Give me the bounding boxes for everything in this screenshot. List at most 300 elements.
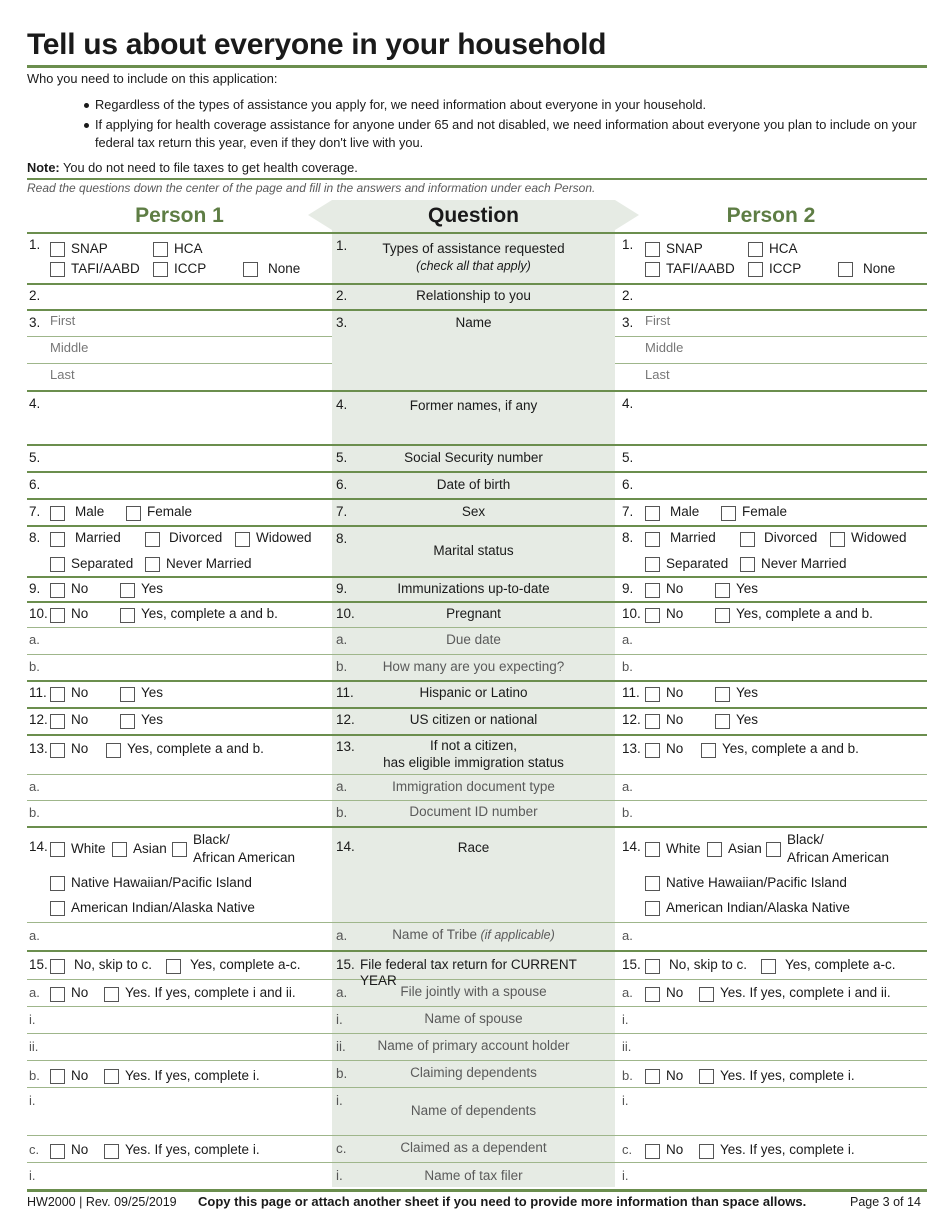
p1-widowed-checkbox[interactable] bbox=[235, 532, 250, 547]
p2-q13-yes-checkbox[interactable] bbox=[701, 743, 716, 758]
p1-q13a-number: a. bbox=[29, 779, 40, 794]
footer-form-id: HW2000 | Rev. 09/25/2019 bbox=[27, 1195, 177, 1209]
p1-aian-label: American Indian/Alaska Native bbox=[71, 900, 255, 915]
p1-q14-number: 14. bbox=[29, 839, 48, 854]
row-divider-light bbox=[27, 1162, 927, 1163]
p2-q15b-number: b. bbox=[622, 1068, 633, 1083]
p2-nhpi-checkbox[interactable] bbox=[645, 876, 660, 891]
p2-q12-no-checkbox[interactable] bbox=[645, 714, 660, 729]
row-divider-light bbox=[27, 922, 927, 923]
q13b-label: Document ID number bbox=[409, 804, 538, 819]
row-divider bbox=[27, 826, 927, 828]
row-divider bbox=[27, 950, 927, 952]
q1-sublabel: (check all that apply) bbox=[416, 259, 531, 273]
p2-black-label-line1: Black/ bbox=[787, 832, 824, 847]
p1-q15aii-number: ii. bbox=[29, 1039, 39, 1054]
instructions-divider bbox=[27, 178, 927, 180]
p2-q15-no-label: No, skip to c. bbox=[669, 957, 748, 972]
p2-tafi-label: TAFI/AABD bbox=[666, 261, 735, 276]
p2-asian-checkbox[interactable] bbox=[707, 842, 722, 857]
q1-label: Types of assistance requested bbox=[382, 241, 565, 256]
p1-q15b-yes-label: Yes. If yes, complete i. bbox=[125, 1068, 260, 1083]
p2-q15c-no-checkbox[interactable] bbox=[645, 1144, 660, 1159]
p2-q15a-no-checkbox[interactable] bbox=[645, 987, 660, 1002]
p1-q15c-number: c. bbox=[29, 1142, 40, 1157]
p1-q10-number: 10. bbox=[29, 606, 48, 621]
p1-black-label-line1: Black/ bbox=[193, 832, 230, 847]
row-divider-light bbox=[27, 774, 927, 775]
p1-q5-number: 5. bbox=[29, 450, 41, 465]
q11-number: 11. bbox=[336, 685, 354, 700]
read-instructions: Read the questions down the center of the page and fill in the answers and information under each Person. bbox=[27, 181, 596, 195]
p2-q13-no-checkbox[interactable] bbox=[645, 743, 660, 758]
note-label: Note: bbox=[27, 160, 60, 175]
p1-separated-checkbox[interactable] bbox=[50, 557, 65, 572]
row-divider bbox=[27, 390, 927, 392]
q13-label-line1: If not a citizen, bbox=[429, 738, 518, 753]
p1-q9-yes-checkbox[interactable] bbox=[120, 583, 135, 598]
q10b-number: b. bbox=[336, 659, 348, 674]
intro-bullet: If applying for health coverage assistance for anyone under 65 and not disabled, we need information about everyone you plan to include on your federal tax return this year, even if they don't live with you. bbox=[84, 116, 922, 152]
q15bi-label: Name of dependents bbox=[410, 1103, 537, 1118]
p1-q11-number: 11. bbox=[29, 685, 47, 700]
p1-q1-number: 1. bbox=[29, 237, 41, 252]
row-divider-light bbox=[27, 654, 927, 655]
p1-q13-no-label: No bbox=[71, 741, 89, 756]
p2-q15bi-number: i. bbox=[622, 1093, 629, 1108]
footer-instruction: Copy this page or attach another sheet if you need to provide more information than space allows. bbox=[198, 1194, 807, 1209]
p2-widowed-checkbox[interactable] bbox=[830, 532, 845, 547]
p1-last-name-field[interactable]: Last bbox=[50, 367, 75, 382]
q15ai-number: i. bbox=[336, 1012, 343, 1027]
p2-q15-no-checkbox[interactable] bbox=[645, 959, 660, 974]
q12-label: US citizen or national bbox=[409, 712, 538, 727]
p2-q11-number: 11. bbox=[622, 685, 640, 700]
q15-number: 15. bbox=[336, 957, 355, 972]
row-divider-light bbox=[615, 363, 927, 364]
p1-q9-number: 9. bbox=[29, 581, 41, 596]
q7-label: Sex bbox=[461, 504, 486, 519]
p2-aian-label: American Indian/Alaska Native bbox=[666, 900, 850, 915]
p1-q13-yes-label: Yes, complete a and b. bbox=[127, 741, 264, 756]
row-divider-light bbox=[27, 336, 332, 337]
q5-label: Social Security number bbox=[404, 450, 543, 465]
p2-q8-number: 8. bbox=[622, 530, 634, 545]
p1-separated-label: Separated bbox=[71, 556, 134, 571]
p1-none-label: None bbox=[268, 261, 301, 276]
p2-separated-checkbox[interactable] bbox=[645, 557, 660, 572]
p2-q11-yes-checkbox[interactable] bbox=[715, 687, 730, 702]
q9-number: 9. bbox=[336, 581, 348, 596]
p1-q15ci-number: i. bbox=[29, 1168, 36, 1183]
q10a-number: a. bbox=[336, 632, 348, 647]
p1-divorced-checkbox[interactable] bbox=[145, 532, 160, 547]
row-divider bbox=[27, 471, 927, 473]
p2-q7-number: 7. bbox=[622, 504, 634, 519]
page-title: Tell us about everyone in your household bbox=[27, 28, 607, 61]
row-divider-light bbox=[27, 1006, 927, 1007]
row-divider bbox=[27, 525, 927, 527]
p1-q9-no-label: No bbox=[71, 581, 89, 596]
p2-iccp-label: ICCP bbox=[769, 261, 802, 276]
p2-q12-yes-checkbox[interactable] bbox=[715, 714, 730, 729]
q13-number: 13. bbox=[336, 739, 355, 754]
p2-q15a-number: a. bbox=[622, 985, 633, 1000]
q15ai-label: Name of spouse bbox=[424, 1011, 523, 1026]
p2-q15c-yes-checkbox[interactable] bbox=[699, 1144, 714, 1159]
p2-white-checkbox[interactable] bbox=[645, 842, 660, 857]
p1-asian-label: Asian bbox=[133, 841, 167, 856]
p1-q15a-number: a. bbox=[29, 985, 40, 1000]
p1-q15a-yes-checkbox[interactable] bbox=[104, 987, 119, 1002]
q14a-number: a. bbox=[336, 928, 348, 943]
q15bi-number: i. bbox=[336, 1093, 343, 1108]
p2-q13-no-label: No bbox=[666, 741, 684, 756]
row-divider bbox=[27, 444, 927, 446]
q15c-number: c. bbox=[336, 1141, 347, 1156]
intro-lead: Who you need to include on this application: bbox=[27, 71, 278, 86]
q15a-label: File jointly with a spouse bbox=[400, 984, 547, 999]
p2-q15aii-number: ii. bbox=[622, 1039, 632, 1054]
q3-label: Name bbox=[455, 315, 492, 330]
q13a-label: Immigration document type bbox=[392, 779, 555, 794]
p2-q9-no-label: No bbox=[666, 581, 684, 596]
p1-never-married-checkbox[interactable] bbox=[145, 557, 160, 572]
p1-q8-number: 8. bbox=[29, 530, 41, 545]
p1-q15-number: 15. bbox=[29, 957, 48, 972]
q14-label: Race bbox=[457, 840, 490, 855]
q10-number: 10. bbox=[336, 606, 355, 621]
p1-q13-yes-checkbox[interactable] bbox=[106, 743, 121, 758]
p2-q11-yes-label: Yes bbox=[736, 685, 759, 700]
p2-divorced-checkbox[interactable] bbox=[740, 532, 755, 547]
p1-q10-yes-checkbox[interactable] bbox=[120, 608, 135, 623]
q14a-label bbox=[332, 927, 615, 943]
footer-divider bbox=[27, 1189, 927, 1192]
p1-former-names-field[interactable] bbox=[50, 393, 330, 442]
p1-black-label-line2: African American bbox=[193, 850, 296, 865]
p2-q15ci-number: i. bbox=[622, 1168, 629, 1183]
q2-number: 2. bbox=[336, 288, 348, 303]
row-divider bbox=[27, 576, 927, 578]
q10-label: Pregnant bbox=[446, 606, 501, 621]
p2-relationship-field[interactable] bbox=[644, 286, 924, 308]
p2-female-label: Female bbox=[742, 504, 788, 519]
intro-section bbox=[27, 68, 922, 177]
p2-q10-yes-label: Yes, complete a and b. bbox=[736, 606, 873, 621]
p2-never-married-label: Never Married bbox=[761, 556, 847, 571]
p2-iccp-checkbox[interactable] bbox=[748, 262, 763, 277]
p2-former-names-field[interactable] bbox=[644, 393, 924, 442]
p2-middle-name-field[interactable]: Middle bbox=[645, 340, 684, 355]
p2-black-checkbox[interactable] bbox=[766, 842, 781, 857]
q15c-label: Claimed as a dependent bbox=[400, 1140, 547, 1155]
q13b-number: b. bbox=[336, 805, 348, 820]
p1-dob-field[interactable] bbox=[50, 474, 330, 496]
p2-q12-number: 12. bbox=[622, 712, 641, 727]
row-divider bbox=[27, 283, 927, 285]
q11-label: Hispanic or Latino bbox=[419, 685, 528, 700]
p2-q15b-no-checkbox[interactable] bbox=[645, 1069, 660, 1084]
p2-q15-yes-checkbox[interactable] bbox=[761, 959, 776, 974]
p1-q15b-yes-checkbox[interactable] bbox=[104, 1069, 119, 1084]
p1-widowed-label: Widowed bbox=[256, 530, 312, 545]
p1-male-checkbox[interactable] bbox=[50, 506, 65, 521]
row-divider bbox=[27, 309, 927, 311]
q4-number: 4. bbox=[336, 397, 348, 412]
q9-label: Immunizations up-to-date bbox=[397, 581, 550, 596]
q14a-label-text: Name of Tribe bbox=[392, 927, 477, 942]
p1-q15b-no-checkbox[interactable] bbox=[50, 1069, 65, 1084]
p2-q4-number: 4. bbox=[622, 396, 634, 411]
p1-hca-checkbox[interactable] bbox=[153, 242, 168, 257]
p2-q12-yes-label: Yes bbox=[736, 712, 759, 727]
p1-divorced-label: Divorced bbox=[169, 530, 223, 545]
q15b-number: b. bbox=[336, 1066, 348, 1081]
p1-female-checkbox[interactable] bbox=[126, 506, 141, 521]
p2-male-checkbox[interactable] bbox=[645, 506, 660, 521]
p2-q13-yes-label: Yes, complete a and b. bbox=[722, 741, 859, 756]
p2-q6-number: 6. bbox=[622, 477, 634, 492]
p2-q11-no-checkbox[interactable] bbox=[645, 687, 660, 702]
p1-snap-label: SNAP bbox=[71, 241, 108, 256]
row-divider bbox=[27, 734, 927, 736]
p2-q15a-yes-checkbox[interactable] bbox=[699, 987, 714, 1002]
p1-q15a-no-label: No bbox=[71, 985, 89, 1000]
row-divider-light bbox=[27, 363, 332, 364]
p1-q15a-no-checkbox[interactable] bbox=[50, 987, 65, 1002]
p2-q15-yes-label: Yes, complete a-c. bbox=[785, 957, 896, 972]
q3-number: 3. bbox=[336, 315, 348, 330]
p2-last-name-field[interactable]: Last bbox=[645, 367, 670, 382]
p1-q15c-yes-checkbox[interactable] bbox=[104, 1144, 119, 1159]
p2-hca-checkbox[interactable] bbox=[748, 242, 763, 257]
q15a-number: a. bbox=[336, 985, 348, 1000]
p2-q9-yes-checkbox[interactable] bbox=[715, 583, 730, 598]
p1-q15c-no-label: No bbox=[71, 1142, 89, 1157]
row-divider bbox=[27, 232, 927, 234]
p1-aian-checkbox[interactable] bbox=[50, 901, 65, 916]
p1-q12-no-checkbox[interactable] bbox=[50, 714, 65, 729]
p1-hca-label: HCA bbox=[174, 241, 203, 256]
p2-snap-label: SNAP bbox=[666, 241, 703, 256]
p2-q13-number: 13. bbox=[622, 741, 641, 756]
p1-q15-yes-checkbox[interactable] bbox=[166, 959, 181, 974]
p1-q3-number: 3. bbox=[29, 315, 41, 330]
row-divider-light bbox=[27, 1087, 927, 1088]
p1-snap-checkbox[interactable] bbox=[50, 242, 65, 257]
p1-q15b-number: b. bbox=[29, 1068, 40, 1083]
q7-number: 7. bbox=[336, 504, 348, 519]
p2-q13b-number: b. bbox=[622, 805, 633, 820]
p2-q15c-yes-label: Yes. If yes, complete i. bbox=[720, 1142, 855, 1157]
p1-q10b-number: b. bbox=[29, 659, 40, 674]
p1-middle-name-field[interactable]: Middle bbox=[50, 340, 89, 355]
p2-q1-number: 1. bbox=[622, 237, 634, 252]
p2-q10a-number: a. bbox=[622, 632, 633, 647]
p1-q11-yes-label: Yes bbox=[141, 685, 164, 700]
p1-female-label: Female bbox=[147, 504, 193, 519]
footer-page-number: Page 3 of 14 bbox=[850, 1195, 921, 1209]
p2-male-label: Male bbox=[670, 504, 700, 519]
q15-label: File federal tax return for CURRENT YEAR bbox=[360, 957, 577, 988]
p1-q7-number: 7. bbox=[29, 504, 41, 519]
q2-label: Relationship to you bbox=[416, 288, 531, 303]
p1-relationship-field[interactable] bbox=[50, 286, 330, 308]
q15aii-number: ii. bbox=[336, 1039, 346, 1054]
p2-white-label: White bbox=[666, 841, 701, 856]
p2-q10-no-checkbox[interactable] bbox=[645, 608, 660, 623]
p1-q15c-no-checkbox[interactable] bbox=[50, 1144, 65, 1159]
row-divider-light bbox=[27, 800, 927, 801]
p2-q9-number: 9. bbox=[622, 581, 634, 596]
p2-q3-number: 3. bbox=[622, 315, 634, 330]
q13-label-line2: has eligible immigration status bbox=[383, 755, 564, 770]
p1-tafi-label: TAFI/AABD bbox=[71, 261, 140, 276]
p2-q9-no-checkbox[interactable] bbox=[645, 583, 660, 598]
person-2-header: Person 2 bbox=[726, 204, 816, 227]
p1-ssn-field[interactable] bbox=[50, 447, 330, 469]
p2-black-label-line2: African American bbox=[787, 850, 890, 865]
p1-never-married-label: Never Married bbox=[166, 556, 252, 571]
p2-q10-yes-checkbox[interactable] bbox=[715, 608, 730, 623]
intro-bullet: Regardless of the types of assistance you apply for, we need information about everyone in your household. bbox=[84, 96, 922, 114]
q15aii-label: Name of primary account holder bbox=[377, 1038, 570, 1053]
p1-q6-number: 6. bbox=[29, 477, 41, 492]
p2-q15-number: 15. bbox=[622, 957, 641, 972]
p1-married-label: Married bbox=[75, 530, 121, 545]
p1-q15b-no-label: No bbox=[71, 1068, 89, 1083]
p2-q14-number: 14. bbox=[622, 839, 641, 854]
p1-q12-no-label: No bbox=[71, 712, 89, 727]
p2-dob-field[interactable] bbox=[644, 474, 924, 496]
q6-number: 6. bbox=[336, 477, 348, 492]
p2-q12-no-label: No bbox=[666, 712, 684, 727]
p1-q11-yes-checkbox[interactable] bbox=[120, 687, 135, 702]
p1-asian-checkbox[interactable] bbox=[112, 842, 127, 857]
p2-separated-label: Separated bbox=[666, 556, 729, 571]
p1-q15c-yes-label: Yes. If yes, complete i. bbox=[125, 1142, 260, 1157]
p1-nhpi-label: Native Hawaiian/Pacific Island bbox=[71, 875, 252, 890]
p2-q5-number: 5. bbox=[622, 450, 634, 465]
q14-number: 14. bbox=[336, 839, 355, 854]
p1-q13-number: 13. bbox=[29, 741, 48, 756]
q8-label: Marital status bbox=[433, 543, 514, 558]
p1-nhpi-checkbox[interactable] bbox=[50, 876, 65, 891]
row-divider bbox=[27, 498, 927, 500]
p2-nhpi-label: Native Hawaiian/Pacific Island bbox=[666, 875, 847, 890]
p2-q15a-yes-label: Yes. If yes, complete i and ii. bbox=[720, 985, 891, 1000]
p1-married-checkbox[interactable] bbox=[50, 532, 65, 547]
intro-bullets bbox=[84, 96, 922, 152]
p2-aian-checkbox[interactable] bbox=[645, 901, 660, 916]
p1-q15-no-checkbox[interactable] bbox=[50, 959, 65, 974]
p1-q12-yes-label: Yes bbox=[141, 712, 164, 727]
q15ci-label: Name of tax filer bbox=[424, 1168, 523, 1183]
q5-number: 5. bbox=[336, 450, 348, 465]
p1-black-checkbox[interactable] bbox=[172, 842, 187, 857]
row-divider bbox=[27, 707, 927, 709]
p2-widowed-label: Widowed bbox=[851, 530, 907, 545]
p1-q9-no-checkbox[interactable] bbox=[50, 583, 65, 598]
p2-female-checkbox[interactable] bbox=[721, 506, 736, 521]
q12-number: 12. bbox=[336, 712, 355, 727]
p1-q11-no-checkbox[interactable] bbox=[50, 687, 65, 702]
p2-q14a-number: a. bbox=[622, 928, 633, 943]
q8-number: 8. bbox=[336, 531, 348, 546]
p1-iccp-checkbox[interactable] bbox=[153, 262, 168, 277]
p2-none-checkbox[interactable] bbox=[838, 262, 853, 277]
p2-tafi-checkbox[interactable] bbox=[645, 262, 660, 277]
p1-white-label: White bbox=[71, 841, 106, 856]
p2-ssn-field[interactable] bbox=[644, 447, 924, 469]
p2-q15c-no-label: No bbox=[666, 1142, 684, 1157]
p1-q13-no-checkbox[interactable] bbox=[50, 743, 65, 758]
p2-q9-yes-label: Yes bbox=[736, 581, 759, 596]
p1-none-checkbox[interactable] bbox=[243, 262, 258, 277]
row-divider-light bbox=[27, 1135, 927, 1136]
p1-iccp-label: ICCP bbox=[174, 261, 207, 276]
p2-q10b-number: b. bbox=[622, 659, 633, 674]
q10b-label: How many are you expecting? bbox=[382, 659, 565, 674]
p2-snap-checkbox[interactable] bbox=[645, 242, 660, 257]
p1-male-label: Male bbox=[75, 504, 105, 519]
question-header: Question bbox=[427, 204, 519, 227]
p1-q12-yes-checkbox[interactable] bbox=[120, 714, 135, 729]
q14a-label-qualifier: (if applicable) bbox=[476, 928, 555, 942]
row-divider-light bbox=[27, 627, 927, 628]
p2-q11-no-label: No bbox=[666, 685, 684, 700]
row-divider-light bbox=[27, 1060, 927, 1061]
p2-divorced-label: Divorced bbox=[764, 530, 818, 545]
p1-q15ai-number: i. bbox=[29, 1012, 36, 1027]
p2-q15ai-number: i. bbox=[622, 1012, 629, 1027]
row-divider-light bbox=[27, 1033, 927, 1034]
p1-q10-yes-label: Yes, complete a and b. bbox=[141, 606, 278, 621]
q1-number: 1. bbox=[336, 238, 348, 253]
p2-q13a-number: a. bbox=[622, 779, 633, 794]
p1-q15bi-number: i. bbox=[29, 1093, 36, 1108]
p1-q9-yes-label: Yes bbox=[141, 581, 164, 596]
p1-tafi-checkbox[interactable] bbox=[50, 262, 65, 277]
p2-q2-number: 2. bbox=[622, 288, 634, 303]
q15ci-number: i. bbox=[336, 1168, 343, 1183]
note-text: You do not need to file taxes to get health coverage. bbox=[59, 160, 358, 175]
p1-q10-no-label: No bbox=[71, 606, 89, 621]
p2-first-name-field[interactable]: First bbox=[645, 313, 671, 328]
p1-q10-no-checkbox[interactable] bbox=[50, 608, 65, 623]
p1-white-checkbox[interactable] bbox=[50, 842, 65, 857]
row-divider-light bbox=[615, 336, 927, 337]
p2-q15b-yes-checkbox[interactable] bbox=[699, 1069, 714, 1084]
p2-q15b-yes-label: Yes. If yes, complete i. bbox=[720, 1068, 855, 1083]
p2-q10-number: 10. bbox=[622, 606, 641, 621]
p1-q12-number: 12. bbox=[29, 712, 48, 727]
p1-first-name-field[interactable]: First bbox=[50, 313, 76, 328]
p2-married-label: Married bbox=[670, 530, 716, 545]
p2-q10-no-label: No bbox=[666, 606, 684, 621]
p1-q2-number: 2. bbox=[29, 288, 41, 303]
p1-q11-no-label: No bbox=[71, 685, 89, 700]
p2-married-checkbox[interactable] bbox=[645, 532, 660, 547]
q13a-number: a. bbox=[336, 779, 348, 794]
p2-never-married-checkbox[interactable] bbox=[740, 557, 755, 572]
p2-none-label: None bbox=[863, 261, 896, 276]
q10a-label: Due date bbox=[446, 632, 501, 647]
p1-q10a-number: a. bbox=[29, 632, 40, 647]
q15b-label: Claiming dependents bbox=[410, 1065, 537, 1080]
p2-q15c-number: c. bbox=[622, 1142, 633, 1157]
